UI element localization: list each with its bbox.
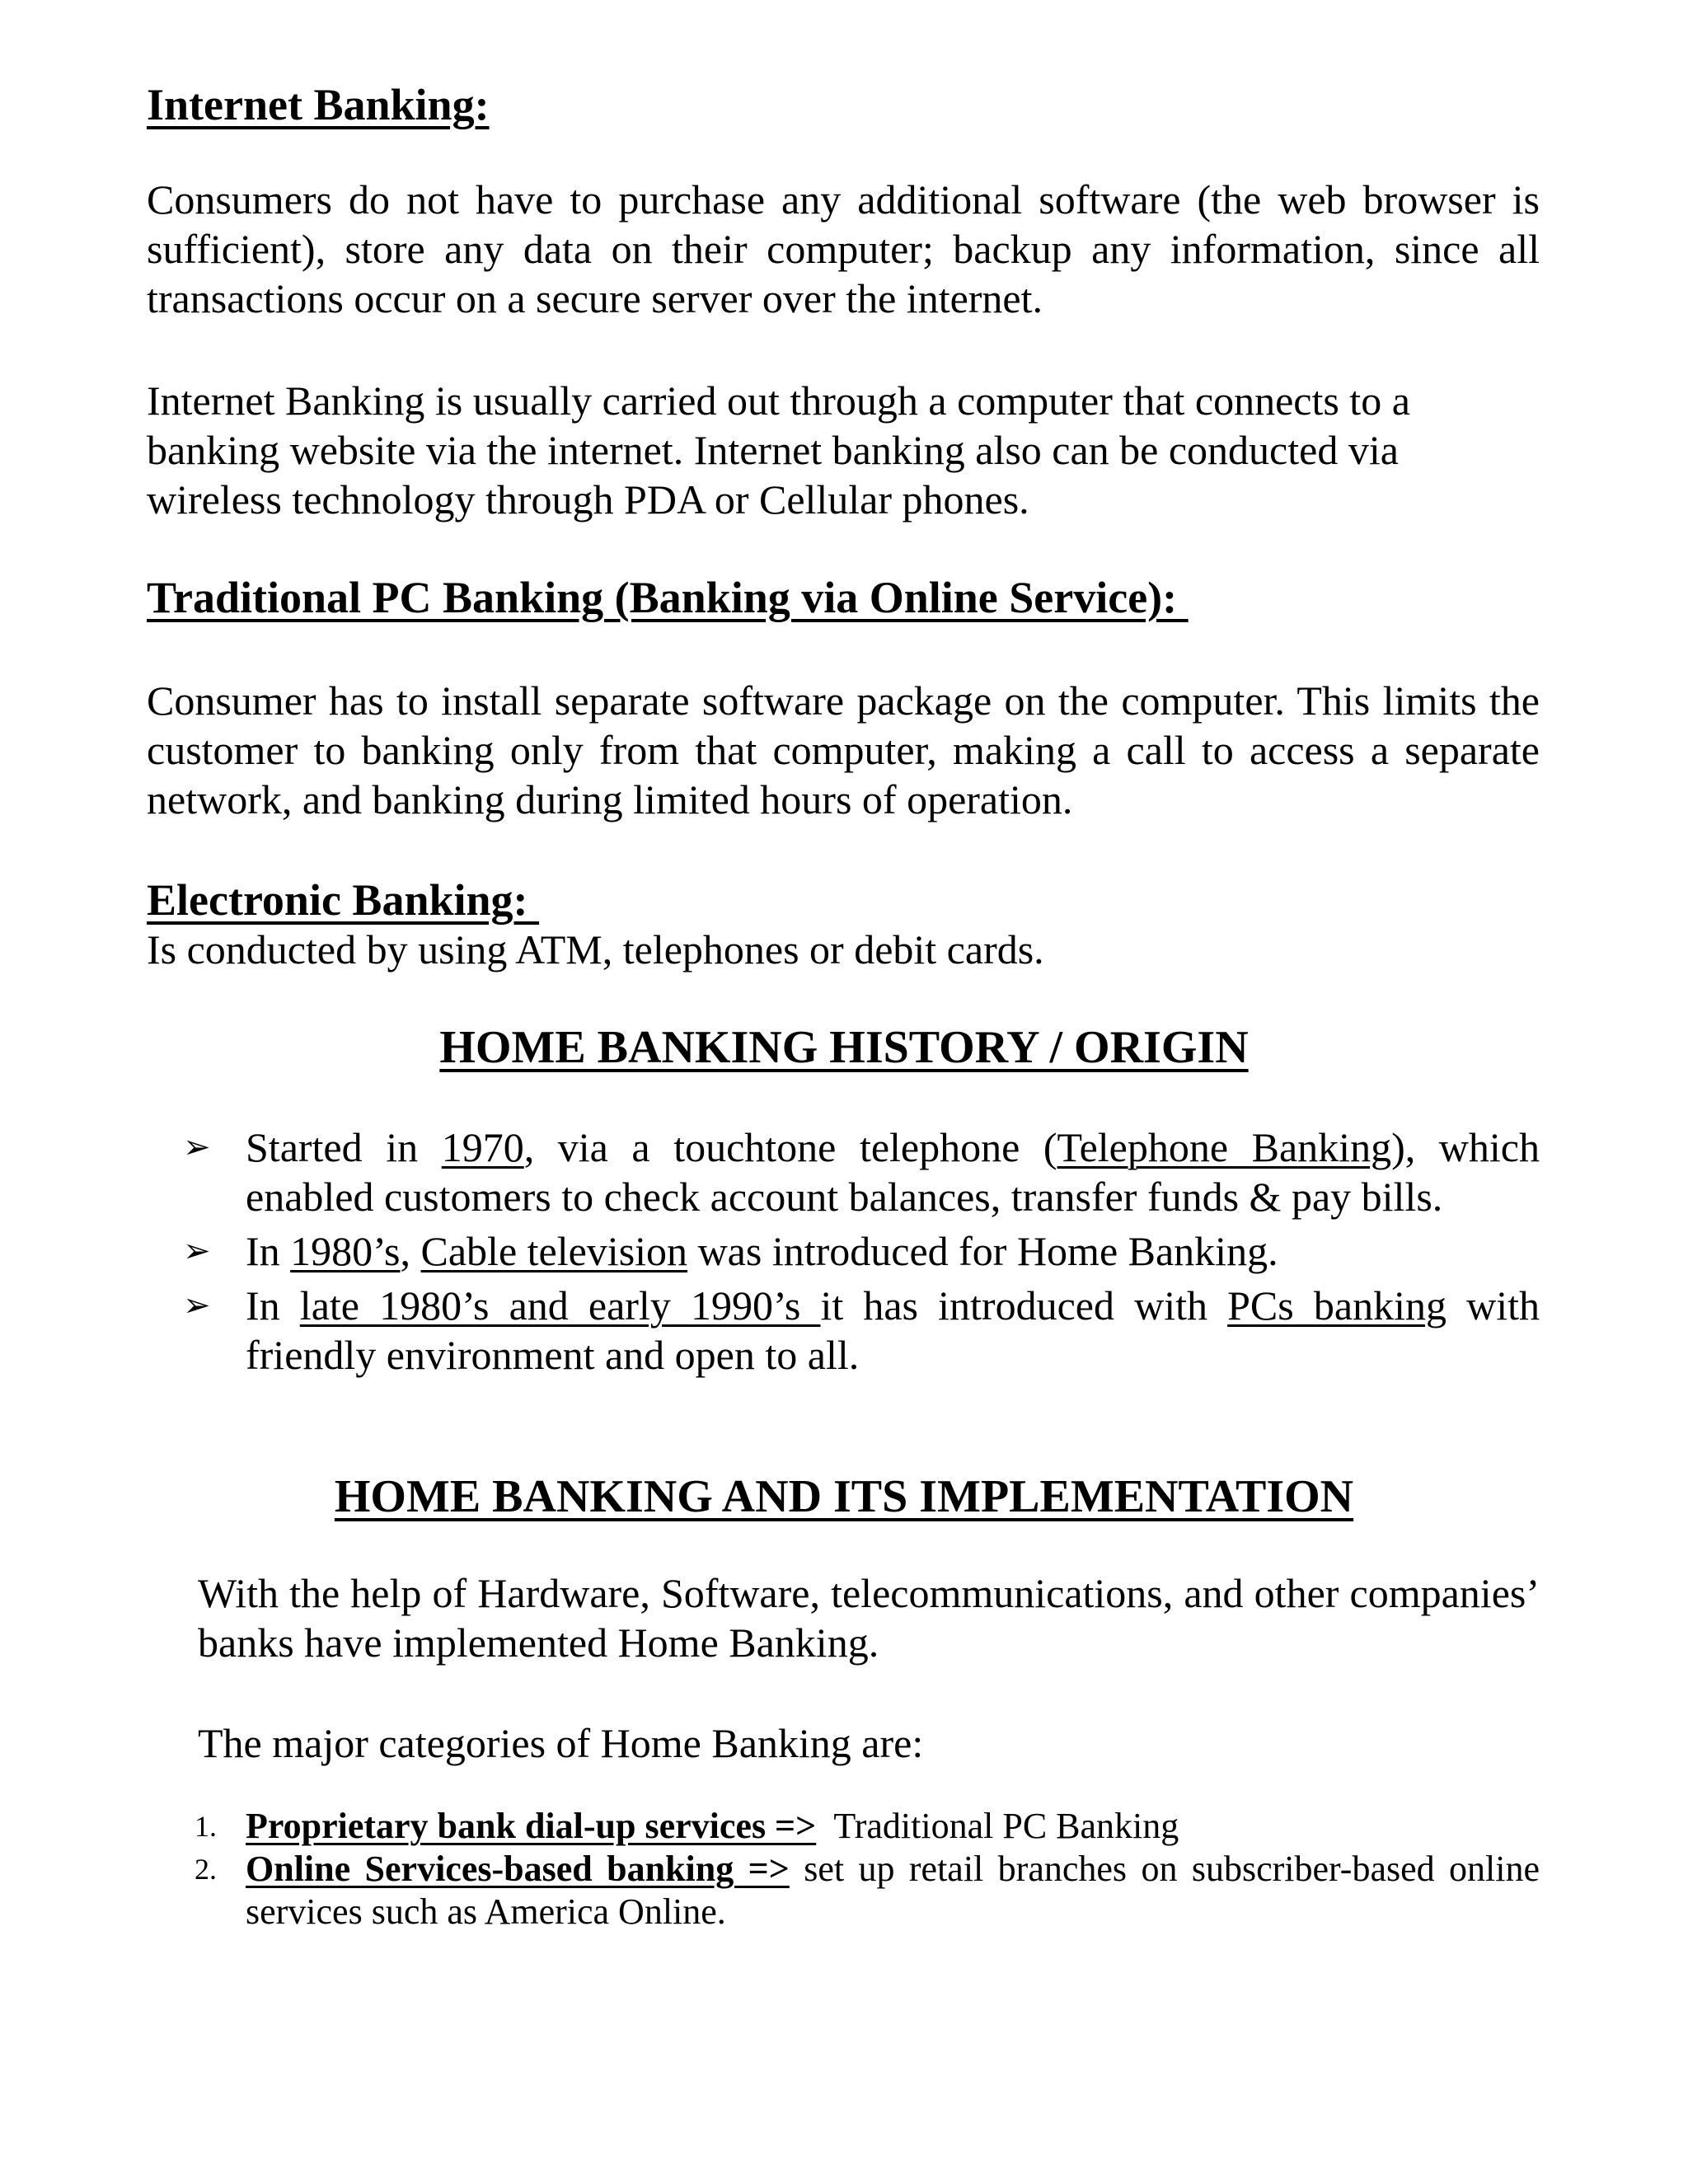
bullet-text: In <box>246 1228 291 1274</box>
pcs-banking-underlined: PCs banking <box>1227 1282 1447 1329</box>
bullet-text: it has introduced with <box>820 1282 1228 1329</box>
list-number: 2. <box>195 1853 217 1886</box>
list-number: 1. <box>195 1810 217 1843</box>
implementation-heading: HOME BANKING AND ITS IMPLEMENTATION <box>334 1471 1354 1522</box>
year-1970-underlined: 1970 <box>441 1124 524 1170</box>
category-term: Proprietary bank dial-up services => <box>246 1806 817 1846</box>
bullet-text: , <box>400 1228 421 1274</box>
bullet-text: with friendly environment and open to all. <box>246 1282 1540 1378</box>
bullet-text: In <box>246 1282 300 1329</box>
history-bullet-1970 <box>183 1122 1540 1221</box>
internet-banking-heading: Internet Banking: <box>147 80 490 129</box>
bullet-text: Started in <box>246 1124 442 1170</box>
history-heading: HOME BANKING HISTORY / ORIGIN <box>439 1022 1249 1073</box>
history-bullet-1980s <box>183 1226 1540 1276</box>
bullet-text: , via a touchtone telephone ( <box>523 1124 1057 1170</box>
internet-banking-paragraph-2: Internet Banking is usually carried out through a computer that connects to a banking website via the internet. Internet banking also can be conducted via wireless technology through PDA or Cellular phones. <box>147 377 1410 523</box>
telephone-banking-underlined: Telephone Banking <box>1057 1124 1392 1170</box>
traditional-pc-banking-paragraph: Consumer has to install separate software package on the computer. This limits the customer to banking only from that computer, making a call to access a separate network, and banking during limited hours of operation. <box>147 677 1540 823</box>
arrowhead-bullet-icon: ➢ <box>183 1232 211 1270</box>
category-description: set up retail branches on subscriber-based online services such as America Online. <box>246 1849 1540 1932</box>
internet-banking-paragraph-1: Consumers do not have to purchase any additional software (the web browser is sufficient), store any data on their computer; backup any information, since all transactions occur on a secure server over the internet. <box>147 176 1540 321</box>
electronic-banking-heading: Electronic Banking: <box>147 875 540 925</box>
history-bullet-list <box>183 1122 1540 1385</box>
traditional-pc-banking-heading: Traditional PC Banking (Banking via Online Service): <box>147 573 1189 622</box>
category-description: Traditional PC Banking <box>816 1806 1179 1846</box>
arrowhead-bullet-icon: ➢ <box>183 1286 211 1324</box>
bullet-text: was introduced for Home Banking. <box>687 1228 1278 1274</box>
bullet-text: ), which enabled customers to check account balances, transfer funds & pay bills. <box>246 1124 1540 1220</box>
year-1980s-underlined: 1980’s <box>290 1228 401 1274</box>
electronic-banking-paragraph: Is conducted by using ATM, telephones or debit cards. <box>147 926 1044 972</box>
implementation-paragraph-2: The major categories of Home Banking are: <box>198 1720 924 1766</box>
cable-television-underlined: Cable television <box>420 1228 688 1274</box>
category-term: Online Services-based banking => <box>246 1849 790 1889</box>
late-1980s-early-1990s-underlined: late 1980’s and early 1990’s <box>299 1282 821 1329</box>
history-bullet-late-1980s <box>183 1281 1540 1380</box>
home-banking-categories-list <box>195 1805 1540 1933</box>
implementation-paragraph-1: With the help of Hardware, Software, telecommunications, and other companies’ banks have implemented Home Banking. <box>198 1570 1540 1666</box>
arrowhead-bullet-icon: ➢ <box>183 1128 211 1166</box>
category-item-1 <box>195 1805 1540 1848</box>
category-item-2 <box>195 1848 1540 1933</box>
